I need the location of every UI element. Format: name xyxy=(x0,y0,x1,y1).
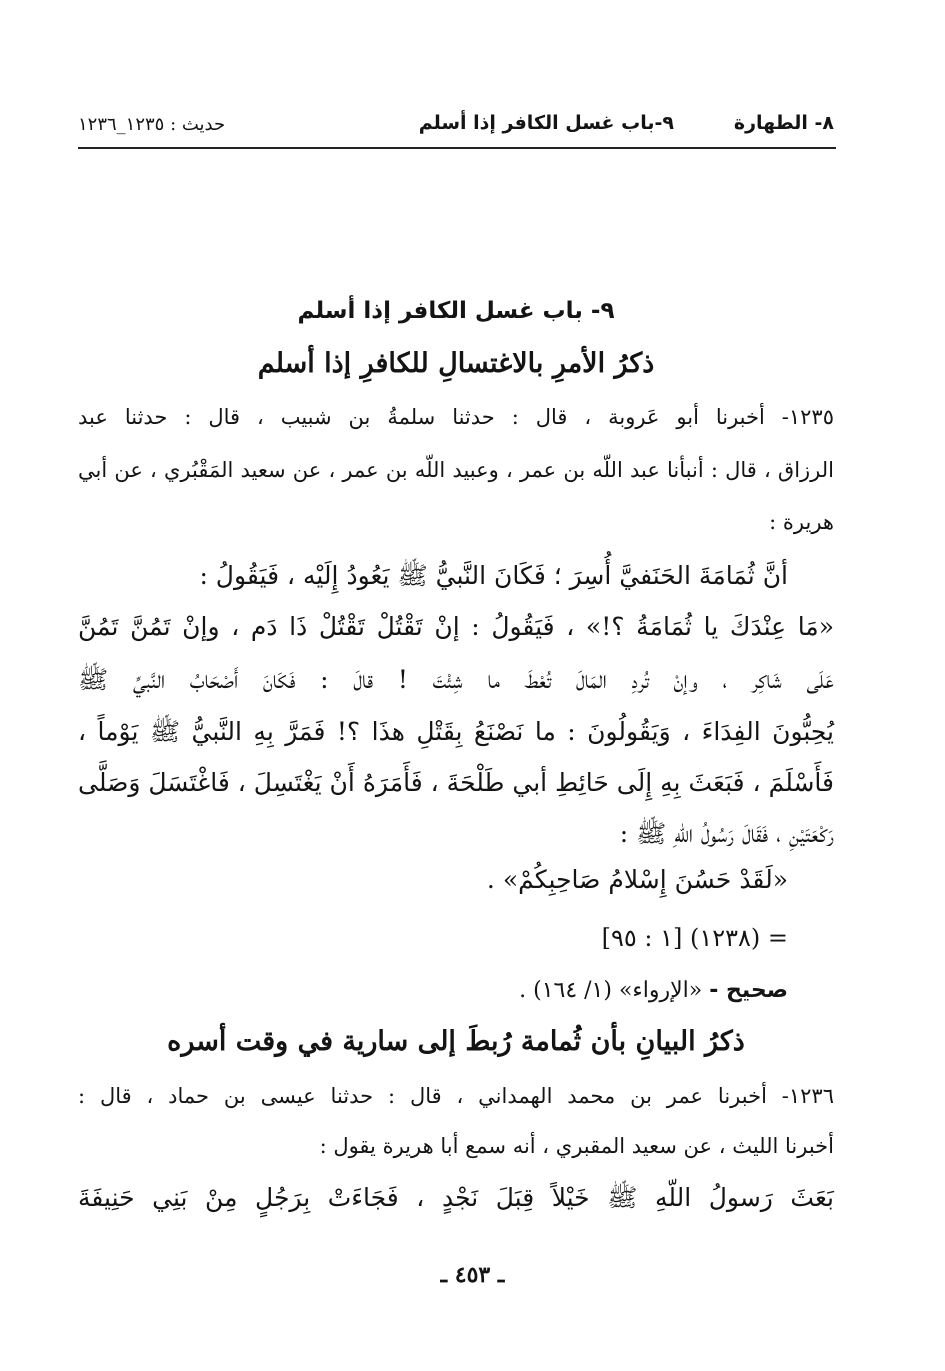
page-number: ـ ٤٥٣ ـ xyxy=(440,1262,505,1288)
matn-1235-line-4: يُحِبُّونَ الفِدَاءَ ، وَيَقُولُونَ : ما نَصْنَعُ بِقَتْلِ هذَا ؟! فَمَرَّ بِهِ النَّبيُّ ﷺ يَوْماً ، xyxy=(78,717,834,746)
section-title: ٩- باب غسل الكافر إذا أسلم xyxy=(297,298,615,324)
subheading-command-ghusl: ذكرُ الأمرِ بالاغتسالِ للكافرِ إذا أسلم xyxy=(257,348,655,379)
matn-1235-line-2: «مَا عِنْدَكَ يا ثُمَامَةُ ؟!» ، فَيَقُولُ : إنْ تَقْتُلْ تَقْتُلْ ذَا دَم ، وإنْ تَمُنَّ تَمُنَّ xyxy=(78,612,834,641)
header-hadith-range: حديث : ١٢٣٥_١٢٣٦ xyxy=(78,114,226,135)
subheading-thumama-tied: ذكرُ البيانِ بأن ثُمامة رُبطَ إلى سارية في وقت أسره xyxy=(167,1026,745,1057)
grade-source: «الإرواء» (١/ ١٦٤) . xyxy=(519,978,703,1003)
matn-1236-line-1: بَعَثَ رَسولُ اللّهِ ﷺ خَيْلاً قِبَلَ نَجْدٍ ، فَجَاءَتْ بِرَجُلٍ مِنْ بَنِي حَنِيفَةَ xyxy=(78,1183,834,1212)
isnad-1235-line-1: ١٢٣٥- أخبرنا أبو عَروبة ، قال : حدثنا سلمةُ بن شبيب ، قال : حدثنا عبد xyxy=(78,405,834,429)
isnad-1235-line-3: هريرة : xyxy=(769,510,834,534)
matn-1235-line-1: أنَّ ثُمَامَةَ الحَنَفيَّ أُسِرَ ؛ فَكَانَ النَّبيُّ ﷺ يَعُودُ إِلَيْه ، فَيَقُولُ : xyxy=(199,561,788,590)
grading-line xyxy=(78,978,834,1003)
grade-label: صحيح - xyxy=(709,978,788,1003)
header-divider xyxy=(78,147,836,149)
header-chapter: ٨- الطهارة xyxy=(733,112,834,134)
isnad-1236-line-2: أخبرنا الليث ، عن سعيد المقبري ، أنه سمع أبا هريرة يقول : xyxy=(319,1134,834,1158)
matn-1235-line-6: رَكْعَتَيْنِ ، فَقَالَ رَسُولُ اللّهِ ﷺ : xyxy=(619,819,834,848)
matn-1235-line-5: فَأَسْلَمَ ، فَبَعَثَ بِهِ إِلَى حَائِطِ أبي طَلْحَةَ ، فَأَمَرَهُ أَنْ يَغْتَسِلَ ، فَاغْتَسَلَ وَصَلَّى xyxy=(78,768,834,797)
isnad-1235-line-2: الرزاق ، قال : أنبأنا عبد اللّه بن عمر ، وعبيد اللّه بن عمر ، عن سعيد المَقْبُري ، عن أبي xyxy=(78,458,834,482)
running-header xyxy=(78,106,834,146)
isnad-1236-line-1: ١٢٣٦- أخبرنا عمر بن محمد الهمداني ، قال : حدثنا عيسى بن حماد ، قال : xyxy=(78,1084,834,1108)
matn-1235-line-3: عَلَى شَاكِر ، وإنْ تُردِ المَالَ تُعْطَ ما شِئْتَ ! قالَ : فَكَانَ أَصْحَابُ النَّبيِّ ﷺ xyxy=(78,665,834,694)
header-section: ٩-باب غسل الكافر إذا أسلم xyxy=(418,112,674,134)
cross-reference: = (١٢٣٨) [١ : ٩٥] xyxy=(601,924,788,952)
matn-1235-line-7: «لَقَدْ حَسُنَ إِسْلامُ صَاحِبِكُمْ» . xyxy=(486,865,788,894)
